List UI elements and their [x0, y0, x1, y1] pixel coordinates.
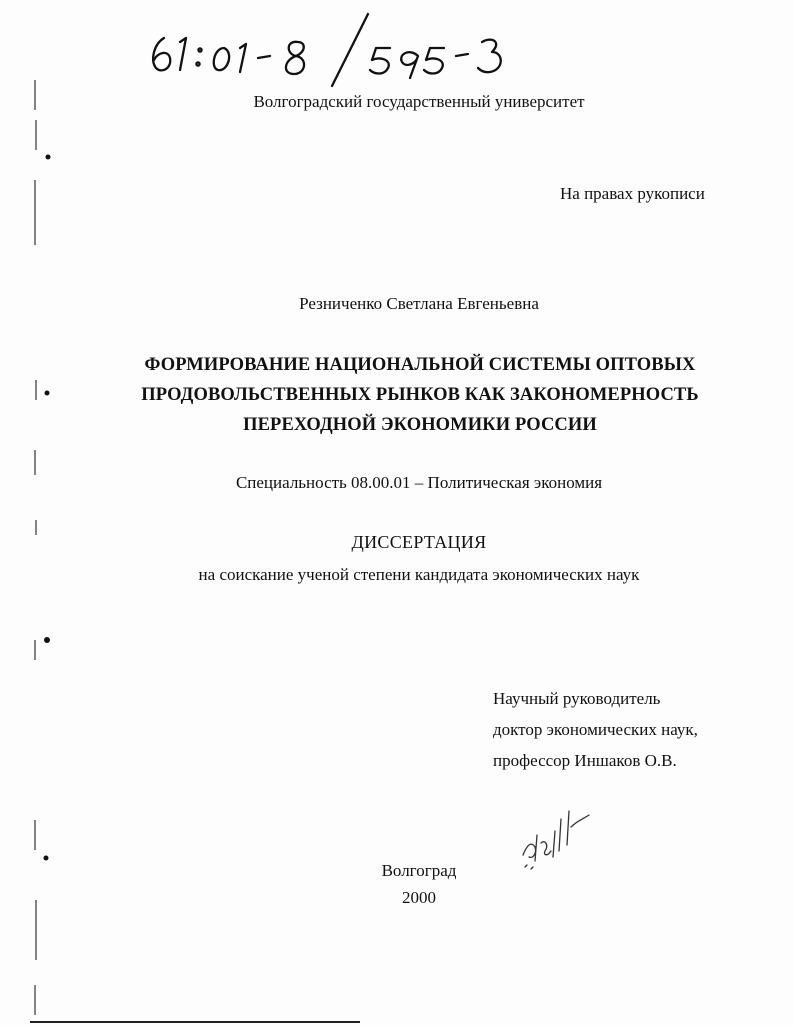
advisor-role: Научный руководитель	[493, 689, 661, 708]
thesis-title-line: ФОРМИРОВАНИЕ НАЦИОНАЛЬНОЙ СИСТЕМЫ ОПТОВЫХ	[144, 355, 696, 375]
document-type: ДИССЕРТАЦИЯ	[351, 532, 487, 552]
specialty: Специальность 08.00.01 – Политическая экономия	[235, 473, 603, 492]
thesis-title-line: ПРОДОВОЛЬСТВЕННЫХ РЫНКОВ КАК ЗАКОНОМЕРНОСТЬ	[141, 385, 699, 405]
year: 2000	[402, 888, 436, 907]
city: Волгоград	[381, 861, 457, 880]
scientific-advisor	[493, 683, 698, 776]
thesis-title	[100, 350, 740, 440]
rights-note: На правах рукописи	[560, 184, 705, 203]
degree-sought: на соискание ученой степени кандидата экономических наук	[198, 565, 640, 584]
thesis-title-line: ПЕРЕХОДНОЙ ЭКОНОМИКИ РОССИИ	[243, 415, 597, 435]
university-name: Волгоградский государственный университет	[253, 92, 585, 111]
author-name: Резниченко Светлана Евгеньевна	[299, 294, 539, 313]
advisor-degree: доктор экономических наук,	[493, 720, 698, 739]
archive-code-handwritten	[140, 8, 560, 88]
advisor-name: профессор Иншаков О.В.	[493, 751, 677, 770]
scan-bottom-edge	[30, 1021, 360, 1023]
